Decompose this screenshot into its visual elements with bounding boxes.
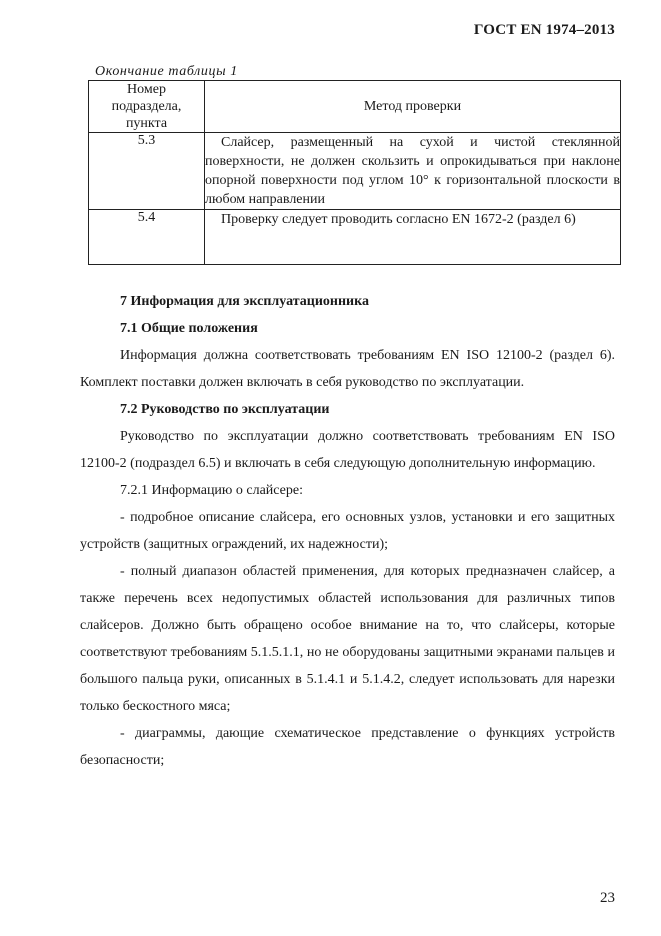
column-header-number-line: Номер xyxy=(127,82,166,97)
section-7-title: 7 Информация для эксплуатационника xyxy=(120,294,369,309)
table-header-row xyxy=(89,81,621,133)
section-7 xyxy=(80,288,615,774)
table-row xyxy=(89,210,621,265)
page-number: 23 xyxy=(600,890,615,906)
section-7-2-title: 7.2 Руководство по эксплуатации xyxy=(120,402,330,417)
list-item: - полный диапазон областей применения, для которых предназначен слайсер, а также перечень всех недопустимых областей использования для различных типов слайсеров. Должно быть обращено особое внимание на то, что слайсеры, которые соответствуют требованиям 5.1.5.1.1, но не оборудованы защитными экранами пальцев и большого пальца руки, описанных в 5.1.4.1 и 5.1.4.2, следует использовать для нарезки только бескостного мяса; xyxy=(80,564,615,714)
table-caption: Окончание таблицы 1 xyxy=(95,64,238,79)
verification-table xyxy=(88,80,621,265)
list-item: - диаграммы, дающие схематическое представление о функциях устройств безопасности; xyxy=(80,726,615,768)
row-method-text: Проверку следует проводить согласно EN 1672-2 (раздел 6) xyxy=(221,212,576,227)
row-number: 5.3 xyxy=(89,133,205,210)
list-item: - подробное описание слайсера, его основных узлов, установки и его защитных устройств (защитных ограждений, их надежности); xyxy=(80,510,615,552)
section-7-1-title: 7.1 Общие положения xyxy=(120,321,258,336)
column-header-number-line: подраздела, xyxy=(111,99,182,114)
column-header-method: Метод проверки xyxy=(205,81,621,133)
row-method xyxy=(205,133,621,210)
column-header-number xyxy=(89,81,205,133)
column-header-number-line: пункта xyxy=(125,116,168,131)
row-method xyxy=(205,210,621,265)
section-7-2-text: Руководство по эксплуатации должно соответствовать требованиям EN ISO 12100-2 (подраздел 6.5) и включать в себя следующую дополнительную информацию. xyxy=(80,429,615,471)
table-row xyxy=(89,133,621,210)
document-header: ГОСТ EN 1974–2013 xyxy=(473,22,615,38)
section-7-2-1-title: 7.2.1 Информацию о слайсере: xyxy=(120,483,303,498)
section-7-1-text: Информация должна соответствовать требованиям EN ISO 12100-2 (раздел 6). Комплект поставки должен включать в себя руководство по эксплуатации. xyxy=(80,348,615,390)
row-number: 5.4 xyxy=(89,210,205,265)
row-method-text: Слайсер, размещенный на сухой и чистой стеклянной поверхности, не должен скользить и опрокидываться при наклоне опорной поверхности под углом 10° к горизонтальной плоскости в любом направлении xyxy=(205,135,620,207)
